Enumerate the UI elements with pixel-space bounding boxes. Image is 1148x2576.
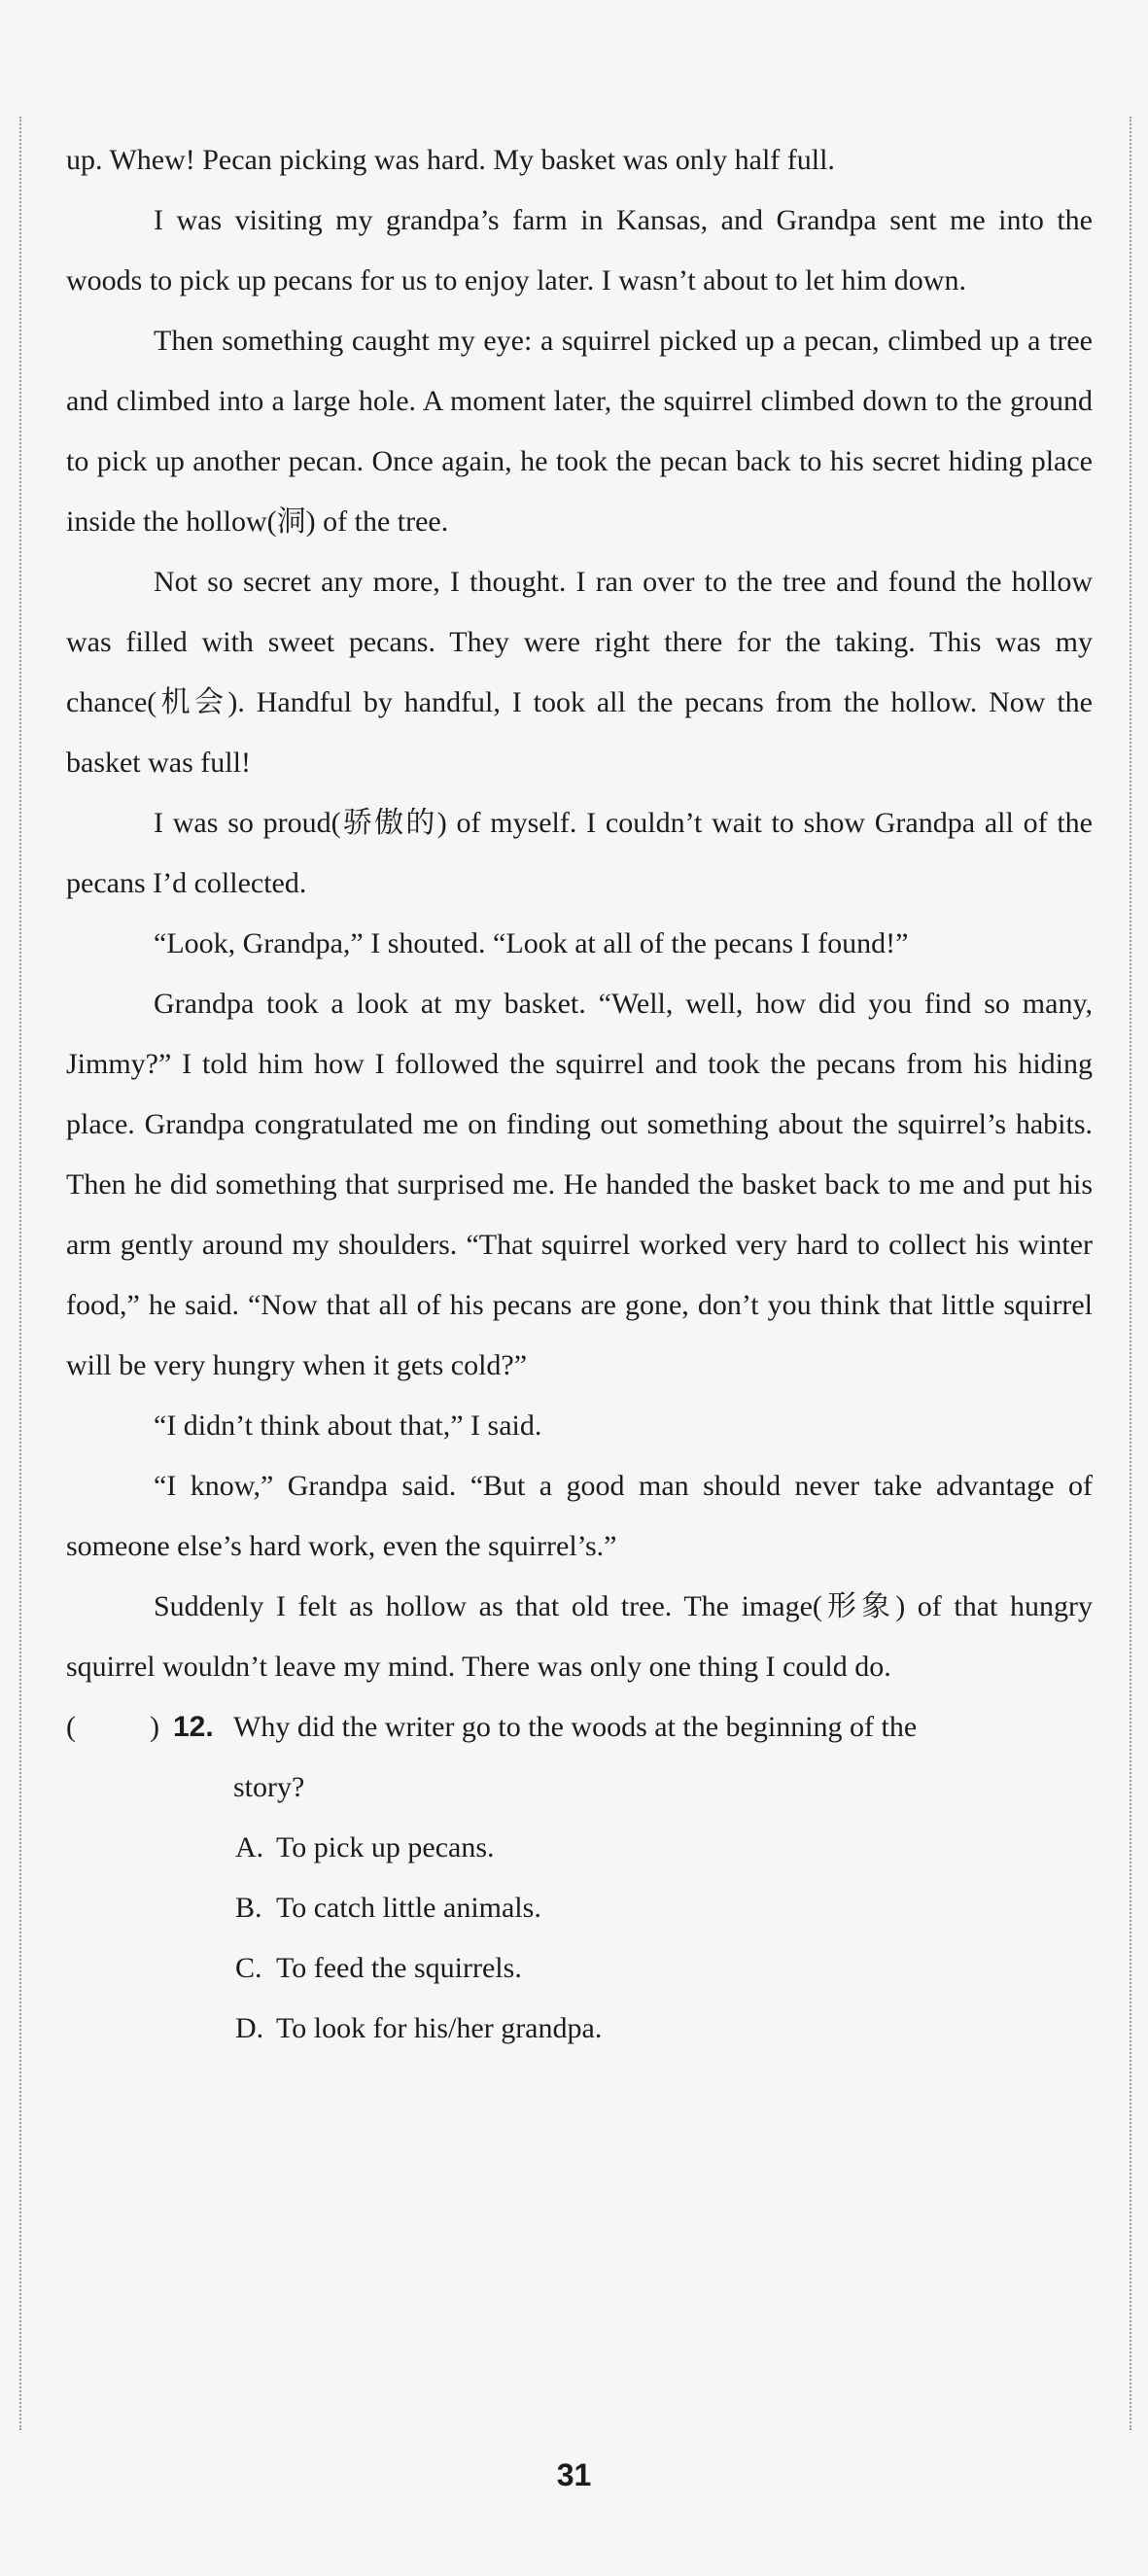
story-paragraph: Suddenly I felt as hollow as that old tree. The image(形象) of that hungry squirrel wouldn’t leave my mind. There was only one thing I could do. [66, 1590, 1093, 1683]
option-text: To pick up pecans. [276, 1831, 495, 1863]
question-text: Why did the writer go to the woods at the beginning of the [233, 1711, 918, 1743]
page-number: 31 [556, 2457, 592, 2492]
story-paragraph: I was so proud(骄傲的) of myself. I couldn’t wait to show Grandpa all of the pecans I’d collected. [66, 807, 1093, 899]
story-paragraph: up. Whew! Pecan picking was hard. My basket was only half full. [66, 144, 835, 176]
option-text: To look for his/her grandpa. [276, 2012, 603, 2044]
story-paragraph: Not so secret any more, I thought. I ran over to the tree and found the hollow was filled with sweet pecans. They were right there for the taking. This was my chance(机会). Handful by handful, I took all the pecans from the hollow. Now the basket was full! [66, 566, 1093, 779]
story-paragraph: I was visiting my grandpa’s farm in Kansas, and Grandpa sent me into the woods to pick up pecans for us to enjoy later. I wasn’t about to let him down. [66, 204, 1093, 296]
right-margin-dotted-line [1130, 117, 1131, 2430]
option-letter: C. [235, 1952, 262, 1984]
option-text: To feed the squirrels. [276, 1952, 522, 1984]
story-paragraph: Grandpa took a look at my basket. “Well, well, how did you find so many, Jimmy?” I told him how I followed the squirrel and took the pecans from his hiding place. Grandpa congratulated me on finding out something about the squirrel’s habits. Then he did something that surprised me. He handed the basket back to me and put his arm gently around my shoulders. “That squirrel worked very hard to collect his winter food,” he said. “Now that all of his pecans are gone, don’t you think that little squirrel will be very hungry when it gets cold?” [66, 988, 1093, 1381]
question-header [66, 1697, 1093, 1758]
story-body [66, 130, 1093, 2059]
option-letter: A. [235, 1831, 264, 1863]
answer-bracket-open: ( [66, 1711, 76, 1743]
option-letter: D. [235, 2012, 264, 2044]
option-a [66, 1818, 1093, 1878]
option-text: To catch little animals. [276, 1892, 541, 1924]
story-paragraph: “I didn’t think about that,” I said. [154, 1410, 542, 1442]
option-c [66, 1938, 1093, 1999]
story-paragraph: “I know,” Grandpa said. “But a good man should never take advantage of someone else’s hard work, even the squirrel’s.” [66, 1470, 1093, 1562]
question-number: 12. [173, 1711, 214, 1743]
story-paragraph: “Look, Grandpa,” I shouted. “Look at all of the pecans I found!” [154, 927, 909, 959]
story-paragraph: Then something caught my eye: a squirrel picked up a pecan, climbed up a tree and climbed into a large hole. A moment later, the squirrel climbed down to the ground to pick up another pecan. Once again, he took the pecan back to his secret hiding place inside the hollow(洞) of the tree. [66, 325, 1093, 538]
option-d [66, 1999, 1093, 2059]
option-b [66, 1878, 1093, 1938]
question-12 [66, 1697, 1093, 2059]
answer-bracket-close: ) [150, 1711, 159, 1743]
left-margin-dotted-line [19, 117, 21, 2430]
option-letter: B. [235, 1892, 262, 1924]
question-text-continued: story? [233, 1771, 305, 1803]
